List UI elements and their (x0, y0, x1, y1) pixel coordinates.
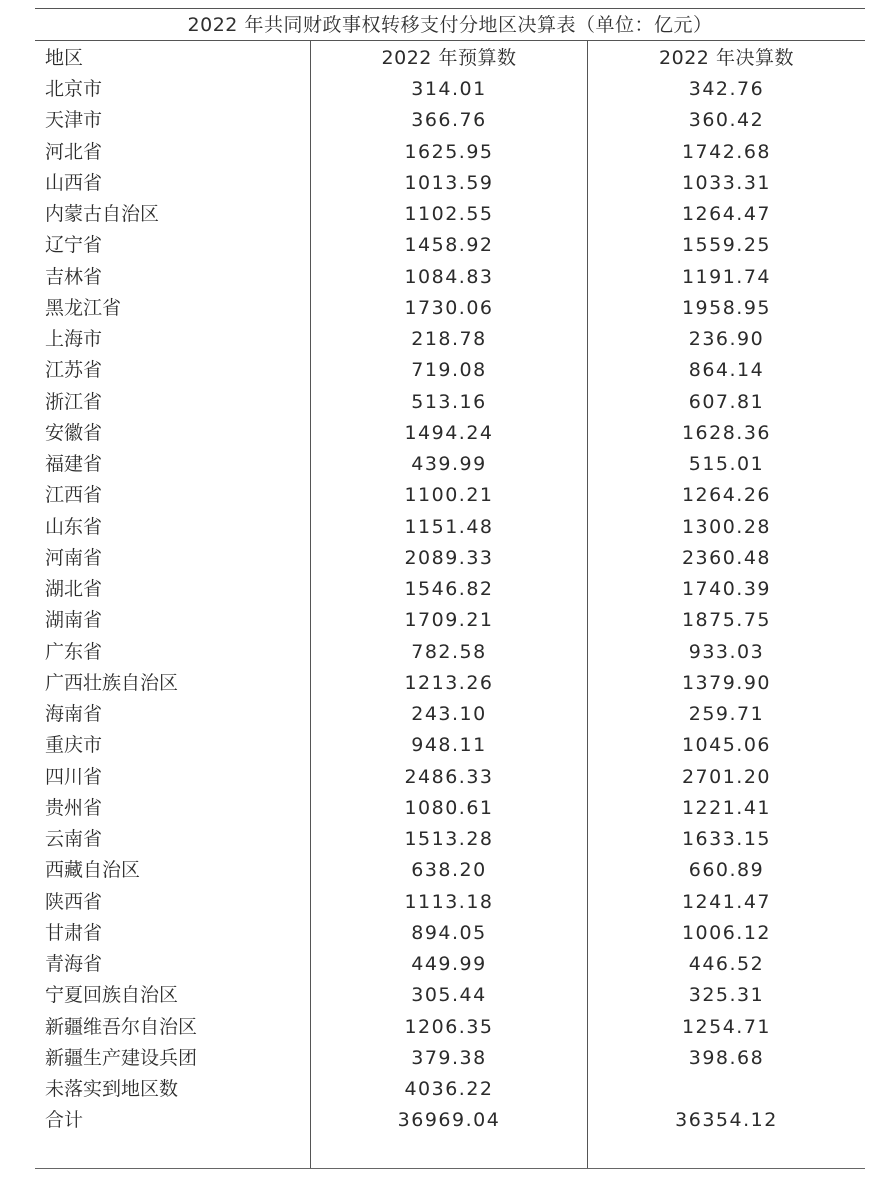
region-cell: 山西省 (45, 171, 103, 194)
region-cell: 北京市 (45, 78, 103, 100)
region-cell: 西藏自治区 (45, 859, 141, 882)
budget-cell: 2486.33 (404, 765, 494, 788)
budget-cell: 1102.55 (404, 203, 494, 225)
final-cell: 1221.41 (681, 796, 772, 819)
table-row (35, 824, 865, 855)
final-cell: 1033.31 (681, 171, 772, 194)
table-row (35, 1012, 865, 1043)
region-cell: 陕西省 (45, 890, 103, 913)
budget-cell: 218.78 (411, 328, 487, 350)
final-cell: 607.81 (688, 390, 765, 413)
final-cell: 1958.95 (681, 296, 772, 319)
table-bottom-rule (35, 1168, 865, 1169)
table-row (35, 418, 865, 449)
region-cell: 广西壮族自治区 (45, 671, 179, 694)
final-cell: 1379.90 (681, 671, 772, 694)
table-row (35, 637, 865, 668)
final-cell: 236.90 (688, 328, 765, 350)
table-row (35, 793, 865, 824)
table-row (35, 324, 865, 355)
budget-cell: 366.76 (411, 109, 487, 132)
region-cell: 吉林省 (45, 265, 103, 288)
region-cell: 湖南省 (45, 609, 103, 632)
table-row (35, 887, 865, 918)
budget-cell: 305.44 (411, 984, 487, 1007)
final-cell: 1254.71 (681, 1015, 772, 1038)
region-cell: 浙江省 (45, 390, 103, 413)
budget-cell: 1084.83 (404, 265, 494, 288)
region-cell: 黑龙江省 (45, 296, 122, 319)
table-row (35, 262, 865, 293)
region-cell: 贵州省 (45, 796, 103, 819)
table-row (35, 855, 865, 886)
region-cell: 福建省 (45, 453, 103, 475)
budget-cell: 513.16 (411, 390, 487, 413)
region-cell: 安徽省 (45, 421, 103, 444)
region-cell: 合计 (45, 1109, 84, 1132)
table-row (35, 949, 865, 980)
region-cell: 江苏省 (45, 359, 103, 382)
region-cell: 甘肃省 (45, 921, 103, 944)
region-cell: 山东省 (45, 515, 103, 538)
final-cell: 2701.20 (681, 765, 772, 788)
budget-cell: 782.58 (411, 640, 487, 663)
budget-cell: 894.05 (411, 921, 487, 944)
budget-cell: 1213.26 (404, 671, 494, 694)
table-row (35, 699, 865, 730)
region-cell: 未落实到地区数 (45, 1078, 179, 1100)
final-cell: 660.89 (688, 859, 765, 882)
table-row (35, 168, 865, 199)
header-top-rule (35, 40, 865, 41)
final-cell: 1740.39 (681, 578, 772, 600)
region-cell: 海南省 (45, 703, 103, 725)
region-cell: 四川省 (45, 765, 103, 788)
region-cell: 青海省 (45, 953, 103, 975)
budget-cell: 948.11 (411, 734, 487, 757)
table-row (35, 918, 865, 949)
region-cell: 辽宁省 (45, 234, 103, 257)
budget-cell: 4036.22 (404, 1078, 494, 1100)
final-cell: 1264.26 (681, 484, 772, 507)
table-row (35, 980, 865, 1011)
region-cell: 宁夏回族自治区 (45, 984, 179, 1007)
table-row (35, 137, 865, 168)
budget-cell: 2089.33 (404, 546, 494, 569)
budget-cell: 1625.95 (404, 140, 494, 163)
final-cell: 1559.25 (681, 234, 772, 257)
final-cell: 1300.28 (681, 515, 772, 538)
final-cell: 2360.48 (681, 546, 772, 569)
fiscal-transfer-table (35, 8, 865, 1170)
final-cell: 360.42 (688, 109, 765, 132)
final-cell: 325.31 (688, 984, 765, 1007)
table-top-rule (35, 8, 865, 9)
table-row (35, 512, 865, 543)
table-row (35, 293, 865, 324)
budget-cell: 1494.24 (404, 421, 494, 444)
final-cell: 864.14 (688, 359, 765, 382)
table-header-row (35, 42, 865, 74)
budget-cell: 243.10 (411, 703, 487, 725)
budget-cell: 449.99 (411, 953, 487, 975)
budget-cell: 1080.61 (404, 796, 494, 819)
table-row (35, 730, 865, 761)
budget-cell: 719.08 (411, 359, 487, 382)
budget-cell: 1546.82 (404, 578, 494, 600)
region-cell: 新疆生产建设兵团 (45, 1046, 198, 1069)
table-body (35, 74, 865, 1137)
table-row (35, 355, 865, 386)
budget-cell: 1206.35 (404, 1015, 494, 1038)
table-title: 2022 年共同财政事权转移支付分地区决算表（单位：亿元） (187, 14, 713, 36)
region-cell: 云南省 (45, 828, 103, 850)
final-cell: 259.71 (688, 703, 765, 725)
final-cell: 398.68 (688, 1046, 765, 1069)
table-row (35, 105, 865, 136)
header-budget: 2022 年预算数 (381, 47, 517, 69)
table-row (35, 230, 865, 261)
table-row (35, 480, 865, 511)
region-cell: 湖北省 (45, 578, 103, 600)
table-row (35, 762, 865, 793)
budget-cell: 1458.92 (404, 234, 494, 257)
budget-cell: 36969.04 (397, 1109, 501, 1132)
final-cell: 342.76 (688, 78, 765, 100)
final-cell: 36354.12 (675, 1109, 778, 1132)
budget-cell: 1709.21 (404, 609, 494, 632)
budget-cell: 1513.28 (404, 828, 494, 850)
budget-cell: 638.20 (411, 859, 487, 882)
final-cell: 1241.47 (681, 890, 772, 913)
table-row (35, 1043, 865, 1074)
table-row (35, 605, 865, 636)
region-cell: 江西省 (45, 484, 103, 507)
table-row (35, 1074, 865, 1105)
budget-cell: 1730.06 (404, 296, 494, 319)
final-cell: 1006.12 (681, 921, 772, 944)
table-row (35, 543, 865, 574)
region-cell: 重庆市 (45, 734, 103, 757)
region-cell: 河南省 (45, 546, 103, 569)
table-row (35, 74, 865, 105)
table-row (35, 449, 865, 480)
final-cell: 1264.47 (681, 203, 772, 225)
budget-cell: 379.38 (411, 1046, 487, 1069)
budget-cell: 1151.48 (404, 515, 494, 538)
final-cell: 933.03 (688, 640, 765, 663)
table-row (35, 574, 865, 605)
header-final: 2022 年决算数 (659, 47, 794, 69)
final-cell: 1628.36 (681, 421, 772, 444)
final-cell: 1742.68 (681, 140, 772, 163)
region-cell: 内蒙古自治区 (45, 203, 160, 225)
budget-cell: 1013.59 (404, 171, 494, 194)
region-cell: 天津市 (45, 109, 103, 132)
final-cell: 446.52 (688, 953, 765, 975)
region-cell: 上海市 (45, 328, 103, 350)
table-row (35, 1105, 865, 1136)
final-cell: 515.01 (688, 453, 765, 475)
table-row (35, 199, 865, 230)
region-cell: 广东省 (45, 640, 103, 663)
table-row (35, 668, 865, 699)
table-row (35, 387, 865, 418)
region-cell: 河北省 (45, 140, 103, 163)
budget-cell: 1100.21 (404, 484, 494, 507)
final-cell: 1045.06 (681, 734, 772, 757)
final-cell: 1191.74 (681, 265, 772, 288)
budget-cell: 1113.18 (404, 890, 494, 913)
budget-cell: 439.99 (411, 453, 487, 475)
final-cell: 1633.15 (681, 828, 772, 850)
final-cell: 1875.75 (681, 609, 772, 632)
region-cell: 新疆维吾尔自治区 (45, 1015, 198, 1038)
header-region: 地区 (45, 47, 84, 69)
budget-cell: 314.01 (411, 78, 487, 100)
